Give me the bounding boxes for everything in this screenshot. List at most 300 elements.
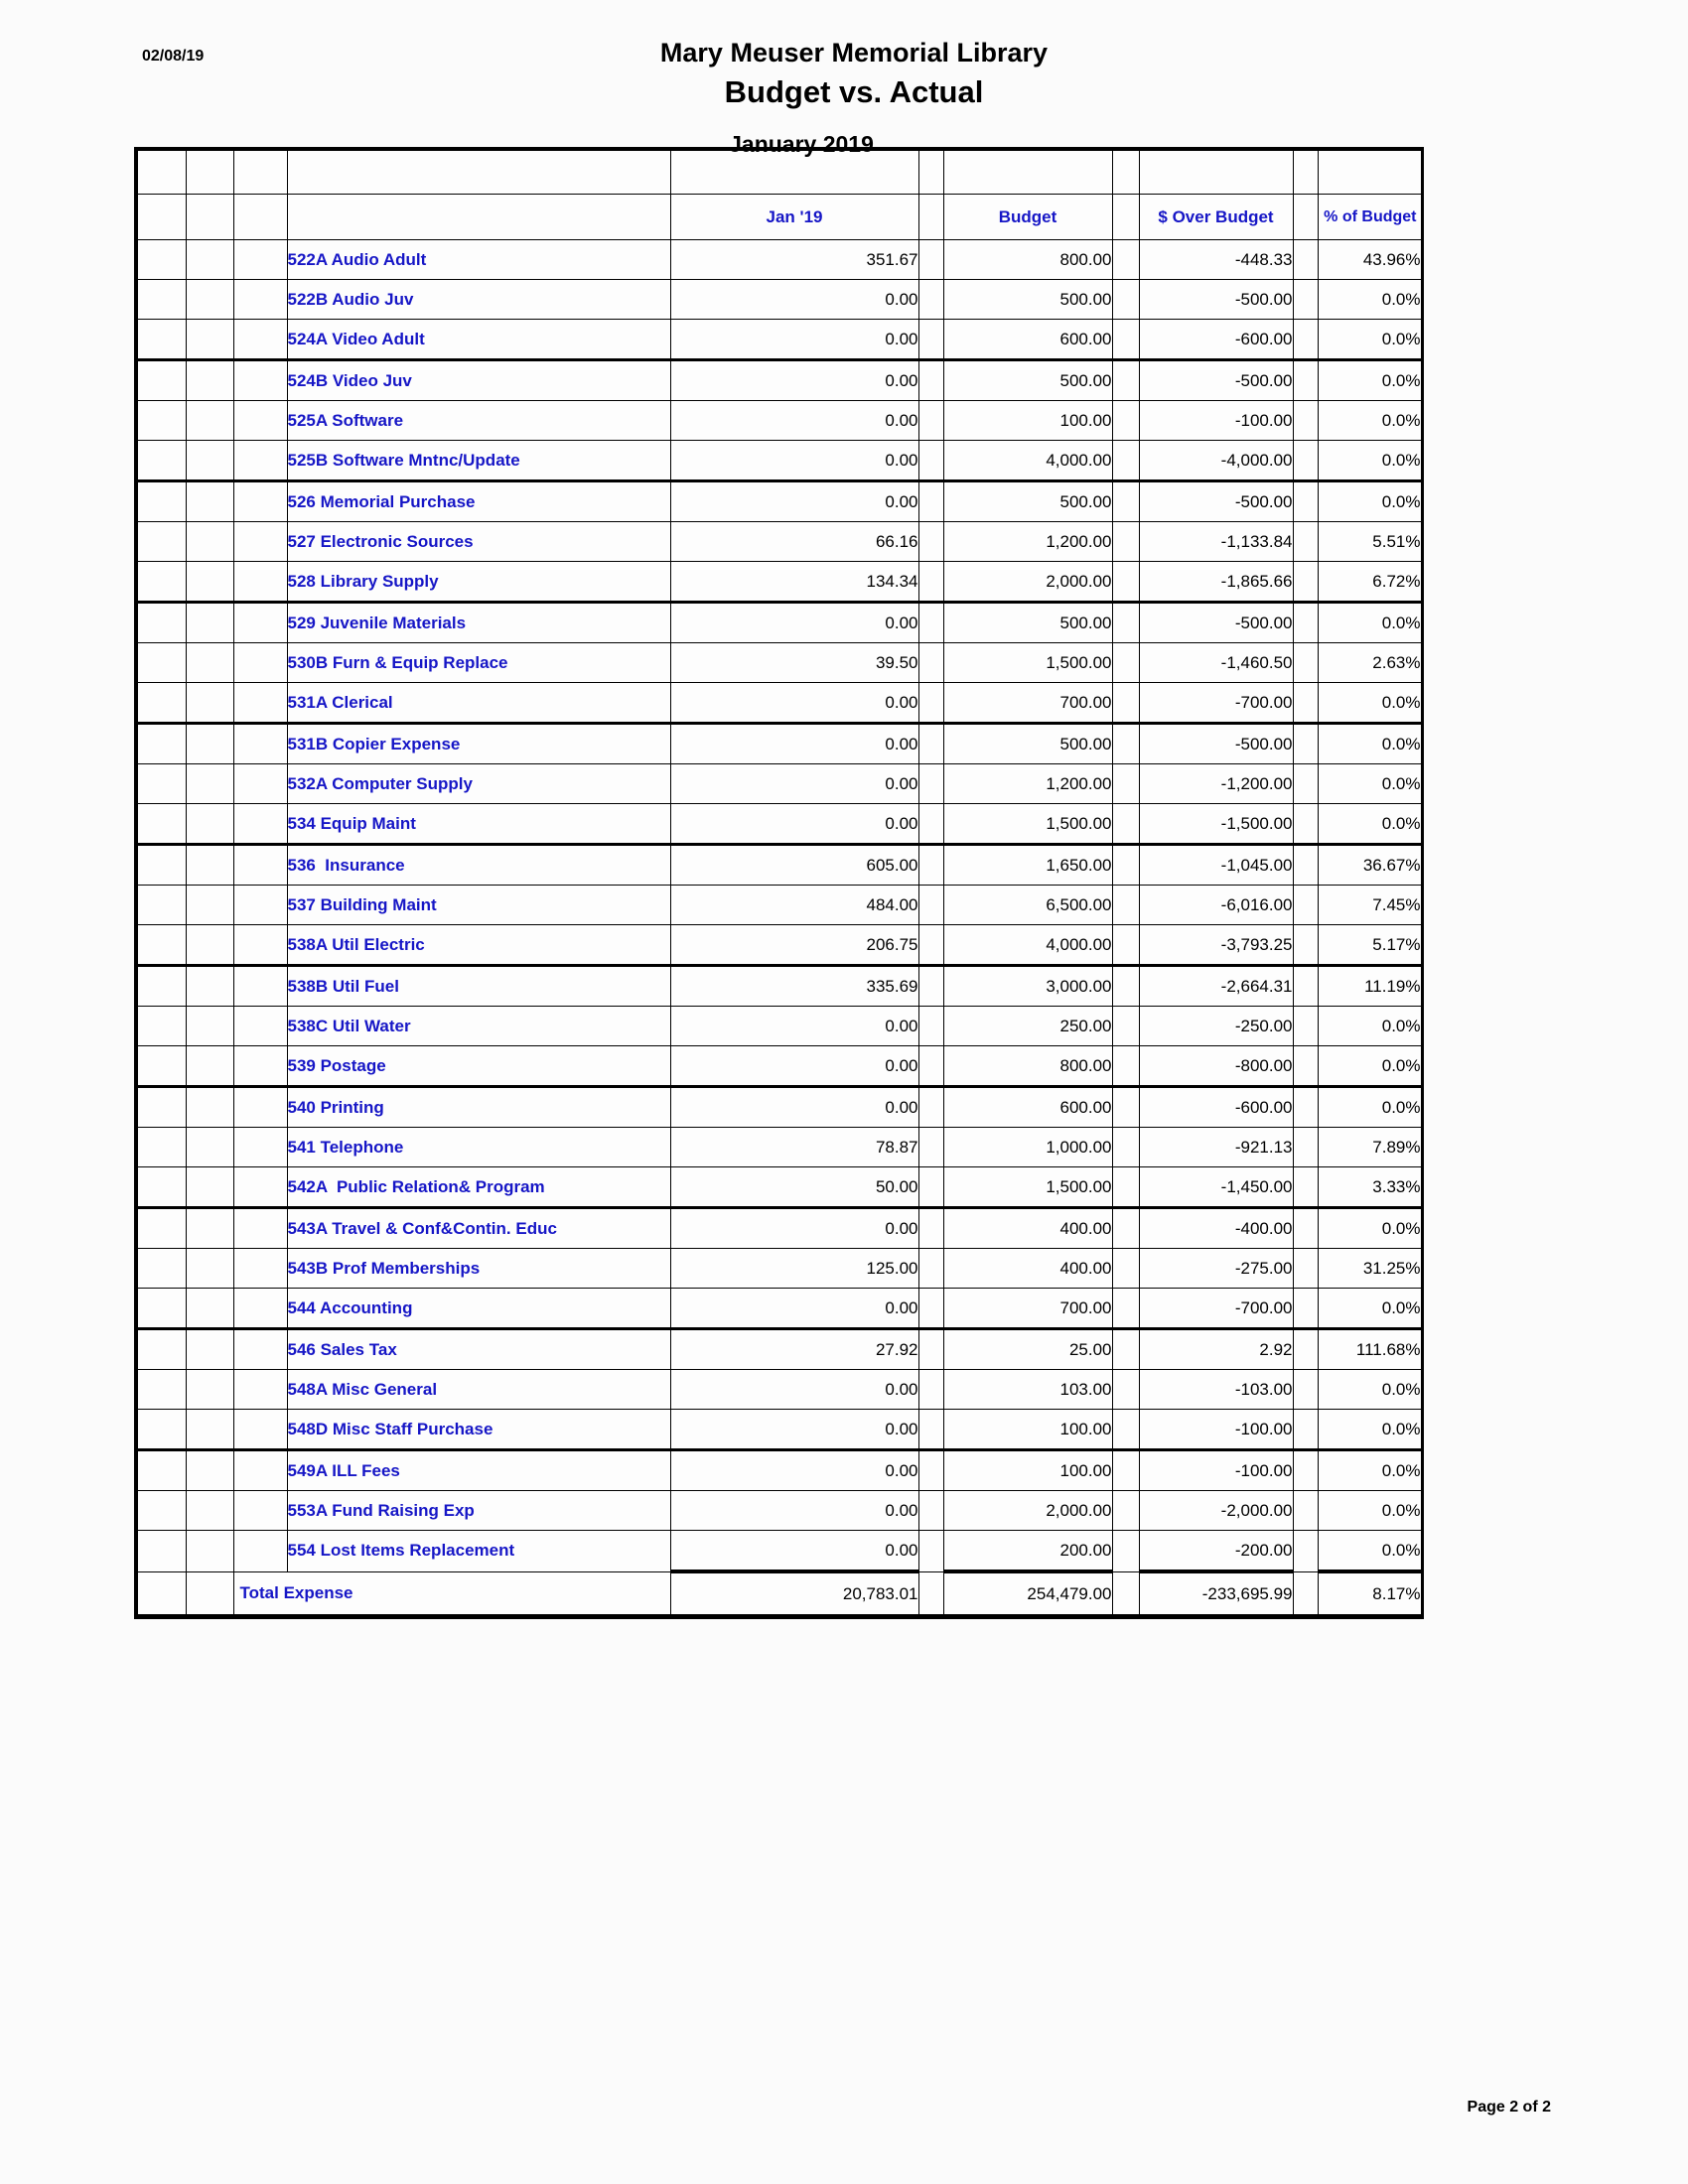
gap-cell: [1112, 401, 1139, 441]
empty-cell: [233, 1046, 287, 1087]
empty-cell: [186, 1289, 233, 1329]
empty-cell: [186, 1370, 233, 1410]
empty-cell: [186, 1167, 233, 1208]
over-budget-value-cell: -800.00: [1139, 1046, 1293, 1087]
table-row: [136, 562, 1422, 603]
table-row: [136, 1087, 1422, 1128]
empty-cell: [233, 360, 287, 401]
over-budget-value-cell: -100.00: [1139, 1450, 1293, 1491]
pct-value-cell: 7.89%: [1318, 1128, 1422, 1167]
empty-cell: [233, 401, 287, 441]
empty-cell: [233, 441, 287, 481]
gap-cell: [1112, 441, 1139, 481]
jan-value-cell: 66.16: [670, 522, 918, 562]
empty-cell: [136, 1046, 186, 1087]
gap-cell: [1112, 764, 1139, 804]
gap-cell: [918, 195, 943, 240]
empty-cell: [136, 724, 186, 764]
over-budget-value-cell: 2.92: [1139, 1329, 1293, 1370]
report-subtitle: Budget vs. Actual: [724, 74, 984, 109]
account-label-cell: 530B Furn & Equip Replace: [287, 643, 670, 683]
column-header-over-budget: $ Over Budget: [1139, 195, 1293, 240]
pct-value-cell: 3.33%: [1318, 1167, 1422, 1208]
empty-cell: [233, 1531, 287, 1572]
jan-value-cell: 0.00: [670, 1087, 918, 1128]
gap-cell: [1293, 1329, 1318, 1370]
pct-value-cell: 5.51%: [1318, 522, 1422, 562]
table-row: [136, 240, 1422, 280]
empty-cell: [136, 1167, 186, 1208]
gap-cell: [1112, 724, 1139, 764]
empty-cell: [186, 1208, 233, 1249]
empty-cell: [136, 1450, 186, 1491]
empty-cell: [233, 320, 287, 360]
gap-cell: [918, 1087, 943, 1128]
gap-cell: [918, 1531, 943, 1572]
over-budget-value-cell: -700.00: [1139, 1289, 1293, 1329]
report-title: Mary Meuser Memorial Library: [659, 38, 1049, 68]
gap-cell: [1293, 1370, 1318, 1410]
empty-cell: [233, 683, 287, 724]
gap-cell: [918, 280, 943, 320]
gap-cell: [918, 1491, 943, 1531]
account-label-cell: 539 Postage: [287, 1046, 670, 1087]
gap-cell: [1293, 320, 1318, 360]
gap-cell: [918, 1167, 943, 1208]
pct-value-cell: 0.0%: [1318, 1491, 1422, 1531]
gap-cell: [1112, 886, 1139, 925]
account-label-cell: 546 Sales Tax: [287, 1329, 670, 1370]
empty-cell: [233, 804, 287, 845]
empty-cell: [136, 149, 186, 195]
gap-cell: [1293, 562, 1318, 603]
gap-cell: [1293, 1208, 1318, 1249]
empty-cell: [136, 481, 186, 522]
total-budget-value-cell: 254,479.00: [943, 1571, 1112, 1617]
empty-cell: [136, 562, 186, 603]
gap-cell: [918, 562, 943, 603]
empty-cell: [136, 401, 186, 441]
gap-cell: [1293, 1410, 1318, 1450]
empty-cell: [136, 1370, 186, 1410]
account-label-cell: 526 Memorial Purchase: [287, 481, 670, 522]
account-label-cell: 548D Misc Staff Purchase: [287, 1410, 670, 1450]
empty-cell: [186, 966, 233, 1007]
gap-cell: [1293, 1167, 1318, 1208]
gap-cell: [1112, 1046, 1139, 1087]
gap-cell: [918, 441, 943, 481]
account-label-cell: 549A ILL Fees: [287, 1450, 670, 1491]
empty-cell: [186, 845, 233, 886]
over-budget-value-cell: -448.33: [1139, 240, 1293, 280]
table-row: [136, 1007, 1422, 1046]
empty-cell: [186, 925, 233, 966]
empty-cell: [136, 1531, 186, 1572]
empty-cell: [136, 1087, 186, 1128]
table-row: [136, 1046, 1422, 1087]
gap-cell: [1293, 1571, 1318, 1617]
over-budget-value-cell: -700.00: [1139, 683, 1293, 724]
empty-cell: [136, 1571, 186, 1617]
table-row: [136, 1208, 1422, 1249]
table-row: [136, 1128, 1422, 1167]
empty-cell: [136, 683, 186, 724]
account-label-cell: 525A Software: [287, 401, 670, 441]
gap-cell: [918, 683, 943, 724]
gap-cell: [1293, 280, 1318, 320]
pct-value-cell: 31.25%: [1318, 1249, 1422, 1289]
over-budget-value-cell: -200.00: [1139, 1531, 1293, 1572]
gap-cell: [1112, 562, 1139, 603]
report-date: 02/08/19: [142, 48, 205, 65]
gap-cell: [1293, 1128, 1318, 1167]
over-budget-value-cell: -1,450.00: [1139, 1167, 1293, 1208]
gap-cell: [1293, 1046, 1318, 1087]
budget-value-cell: 25.00: [943, 1329, 1112, 1370]
gap-cell: [1112, 643, 1139, 683]
table-row: [136, 1329, 1422, 1370]
pct-value-cell: 5.17%: [1318, 925, 1422, 966]
empty-cell: [233, 1208, 287, 1249]
empty-cell: [233, 1450, 287, 1491]
over-budget-value-cell: -1,133.84: [1139, 522, 1293, 562]
empty-cell: [186, 195, 233, 240]
account-label-cell: 538A Util Electric: [287, 925, 670, 966]
gap-cell: [918, 1571, 943, 1617]
gap-cell: [918, 886, 943, 925]
empty-cell: [287, 149, 670, 195]
account-label-cell: 531A Clerical: [287, 683, 670, 724]
over-budget-value-cell: -275.00: [1139, 1249, 1293, 1289]
over-budget-value-cell: -500.00: [1139, 280, 1293, 320]
gap-cell: [918, 1450, 943, 1491]
jan-value-cell: 134.34: [670, 562, 918, 603]
empty-cell: [136, 1491, 186, 1531]
gap-cell: [1293, 1531, 1318, 1572]
table-row: [136, 360, 1422, 401]
empty-cell: [186, 280, 233, 320]
budget-value-cell: 200.00: [943, 1531, 1112, 1572]
pct-value-cell: 0.0%: [1318, 280, 1422, 320]
gap-cell: [1112, 845, 1139, 886]
over-budget-value-cell: -1,500.00: [1139, 804, 1293, 845]
over-budget-value-cell: -6,016.00: [1139, 886, 1293, 925]
empty-cell: [136, 886, 186, 925]
empty-cell: [186, 320, 233, 360]
empty-cell: [136, 1007, 186, 1046]
table-row: [136, 925, 1422, 966]
budget-value-cell: 600.00: [943, 320, 1112, 360]
pct-value-cell: 7.45%: [1318, 886, 1422, 925]
gap-cell: [1112, 603, 1139, 643]
gap-cell: [1293, 481, 1318, 522]
gap-cell: [1112, 1208, 1139, 1249]
jan-value-cell: 605.00: [670, 845, 918, 886]
gap-cell: [1112, 1128, 1139, 1167]
budget-value-cell: 100.00: [943, 1410, 1112, 1450]
table-row: [136, 1167, 1422, 1208]
gap-cell: [918, 1370, 943, 1410]
gap-cell: [1112, 1087, 1139, 1128]
empty-cell: [233, 1249, 287, 1289]
empty-cell: [233, 643, 287, 683]
account-label-cell: 536 Insurance: [287, 845, 670, 886]
gap-cell: [1112, 966, 1139, 1007]
gap-cell: [918, 1249, 943, 1289]
gap-cell: [1293, 240, 1318, 280]
over-budget-value-cell: -600.00: [1139, 1087, 1293, 1128]
jan-value-cell: 0.00: [670, 481, 918, 522]
empty-cell: [1318, 149, 1422, 195]
empty-cell: [233, 481, 287, 522]
gap-cell: [1293, 195, 1318, 240]
gap-cell: [1293, 401, 1318, 441]
gap-cell: [1112, 240, 1139, 280]
gap-cell: [1112, 1531, 1139, 1572]
gap-cell: [1112, 925, 1139, 966]
table-row: [136, 1249, 1422, 1289]
over-budget-value-cell: -400.00: [1139, 1208, 1293, 1249]
jan-value-cell: 0.00: [670, 1531, 918, 1572]
empty-cell: [186, 1531, 233, 1572]
account-label-cell: 548A Misc General: [287, 1370, 670, 1410]
account-label-cell: 553A Fund Raising Exp: [287, 1491, 670, 1531]
budget-value-cell: 400.00: [943, 1208, 1112, 1249]
empty-cell: [136, 764, 186, 804]
jan-value-cell: 0.00: [670, 280, 918, 320]
over-budget-value-cell: -250.00: [1139, 1007, 1293, 1046]
jan-value-cell: 351.67: [670, 240, 918, 280]
pct-value-cell: 0.0%: [1318, 1531, 1422, 1572]
empty-cell: [233, 764, 287, 804]
gap-cell: [1293, 1007, 1318, 1046]
empty-cell: [186, 1249, 233, 1289]
empty-cell: [136, 522, 186, 562]
pct-value-cell: 0.0%: [1318, 401, 1422, 441]
budget-value-cell: 700.00: [943, 1289, 1112, 1329]
gap-cell: [1112, 1491, 1139, 1531]
gap-cell: [1112, 1249, 1139, 1289]
account-label-cell: 543B Prof Memberships: [287, 1249, 670, 1289]
gap-cell: [918, 1329, 943, 1370]
gap-cell: [1112, 804, 1139, 845]
empty-cell: [186, 683, 233, 724]
gap-cell: [1112, 1329, 1139, 1370]
gap-cell: [918, 481, 943, 522]
empty-cell: [186, 240, 233, 280]
pct-value-cell: 0.0%: [1318, 1370, 1422, 1410]
budget-value-cell: 500.00: [943, 280, 1112, 320]
account-label-cell: 524B Video Juv: [287, 360, 670, 401]
jan-value-cell: 0.00: [670, 764, 918, 804]
empty-cell: [136, 603, 186, 643]
empty-cell: [233, 195, 287, 240]
budget-value-cell: 800.00: [943, 240, 1112, 280]
budget-table-total: [136, 1571, 1422, 1617]
total-label-cell: Total Expense: [233, 1571, 670, 1617]
gap-cell: [1112, 1410, 1139, 1450]
pct-value-cell: 0.0%: [1318, 481, 1422, 522]
budget-value-cell: 500.00: [943, 603, 1112, 643]
empty-cell: [186, 804, 233, 845]
pct-value-cell: 0.0%: [1318, 1208, 1422, 1249]
empty-cell: [186, 1450, 233, 1491]
jan-value-cell: 0.00: [670, 441, 918, 481]
over-budget-value-cell: -921.13: [1139, 1128, 1293, 1167]
empty-cell: [233, 522, 287, 562]
account-label-cell: 544 Accounting: [287, 1289, 670, 1329]
gap-cell: [1293, 603, 1318, 643]
column-header-pct-of-budget: % of Budget: [1318, 195, 1422, 240]
empty-cell: [186, 441, 233, 481]
table-row: [136, 764, 1422, 804]
budget-value-cell: 250.00: [943, 1007, 1112, 1046]
account-label-cell: 522A Audio Adult: [287, 240, 670, 280]
table-row: [136, 1491, 1422, 1531]
gap-cell: [1112, 522, 1139, 562]
empty-cell: [186, 1410, 233, 1450]
gap-cell: [1293, 886, 1318, 925]
gap-cell: [1112, 1289, 1139, 1329]
gap-cell: [918, 360, 943, 401]
empty-cell: [943, 149, 1112, 195]
over-budget-value-cell: -4,000.00: [1139, 441, 1293, 481]
gap-cell: [1293, 643, 1318, 683]
total-pct-value-cell: 8.17%: [1318, 1571, 1422, 1617]
gap-cell: [1112, 1007, 1139, 1046]
gap-cell: [1112, 1167, 1139, 1208]
table-row: [136, 1289, 1422, 1329]
report-period: January 2019: [729, 131, 874, 157]
empty-cell: [186, 886, 233, 925]
jan-value-cell: 0.00: [670, 1208, 918, 1249]
empty-cell: [186, 1571, 233, 1617]
pct-value-cell: 111.68%: [1318, 1329, 1422, 1370]
column-header-budget: Budget: [943, 195, 1112, 240]
jan-value-cell: 125.00: [670, 1249, 918, 1289]
jan-value-cell: 0.00: [670, 401, 918, 441]
total-over-budget-value-cell: -233,695.99: [1139, 1571, 1293, 1617]
budget-value-cell: 700.00: [943, 683, 1112, 724]
budget-table-body: [136, 240, 1422, 1572]
gap-cell: [1293, 764, 1318, 804]
empty-cell: [136, 1128, 186, 1167]
pct-value-cell: 11.19%: [1318, 966, 1422, 1007]
table-row: [136, 1410, 1422, 1450]
gap-cell: [1112, 481, 1139, 522]
gap-cell: [1293, 522, 1318, 562]
jan-value-cell: 0.00: [670, 804, 918, 845]
jan-value-cell: 27.92: [670, 1329, 918, 1370]
table-row: [136, 1370, 1422, 1410]
gap-cell: [918, 1289, 943, 1329]
table-header: [136, 149, 1422, 240]
jan-value-cell: 0.00: [670, 1370, 918, 1410]
budget-value-cell: 1,500.00: [943, 643, 1112, 683]
table-row: [136, 643, 1422, 683]
account-label-cell: 554 Lost Items Replacement: [287, 1531, 670, 1572]
gap-cell: [1293, 845, 1318, 886]
empty-cell: [136, 280, 186, 320]
over-budget-value-cell: -1,865.66: [1139, 562, 1293, 603]
gap-cell: [918, 966, 943, 1007]
empty-cell: [233, 280, 287, 320]
table-row: [136, 683, 1422, 724]
gap-cell: [1293, 1491, 1318, 1531]
table-row: [136, 886, 1422, 925]
empty-cell: [233, 562, 287, 603]
empty-cell: [136, 643, 186, 683]
empty-cell: [233, 240, 287, 280]
jan-value-cell: 0.00: [670, 683, 918, 724]
pct-value-cell: 0.0%: [1318, 1450, 1422, 1491]
pct-value-cell: 0.0%: [1318, 360, 1422, 401]
account-label-cell: 534 Equip Maint: [287, 804, 670, 845]
account-label-cell: 537 Building Maint: [287, 886, 670, 925]
jan-value-cell: 0.00: [670, 1289, 918, 1329]
empty-cell: [136, 804, 186, 845]
over-budget-value-cell: -3,793.25: [1139, 925, 1293, 966]
total-jan-value-cell: 20,783.01: [670, 1571, 918, 1617]
gap-cell: [918, 1046, 943, 1087]
over-budget-value-cell: -500.00: [1139, 481, 1293, 522]
gap-cell: [1293, 683, 1318, 724]
empty-cell: [186, 1046, 233, 1087]
pct-value-cell: 0.0%: [1318, 1087, 1422, 1128]
gap-cell: [1293, 1450, 1318, 1491]
empty-cell: [233, 966, 287, 1007]
empty-cell: [1139, 149, 1293, 195]
table-row: [136, 401, 1422, 441]
empty-cell: [186, 1007, 233, 1046]
empty-cell: [136, 360, 186, 401]
empty-cell: [233, 1007, 287, 1046]
empty-cell: [186, 1491, 233, 1531]
jan-value-cell: 0.00: [670, 1450, 918, 1491]
budget-value-cell: 400.00: [943, 1249, 1112, 1289]
budget-value-cell: 100.00: [943, 1450, 1112, 1491]
budget-value-cell: 1,500.00: [943, 1167, 1112, 1208]
jan-value-cell: 335.69: [670, 966, 918, 1007]
budget-value-cell: 500.00: [943, 360, 1112, 401]
over-budget-value-cell: -100.00: [1139, 401, 1293, 441]
table-row: [136, 1531, 1422, 1572]
account-label-cell: 543A Travel & Conf&Contin. Educ: [287, 1208, 670, 1249]
gap-cell: [1112, 1571, 1139, 1617]
over-budget-value-cell: -500.00: [1139, 360, 1293, 401]
jan-value-cell: 0.00: [670, 320, 918, 360]
account-label-cell: 527 Electronic Sources: [287, 522, 670, 562]
budget-value-cell: 100.00: [943, 401, 1112, 441]
gap-cell: [918, 764, 943, 804]
budget-value-cell: 1,500.00: [943, 804, 1112, 845]
jan-value-cell: 0.00: [670, 1491, 918, 1531]
total-row: [136, 1571, 1422, 1617]
jan-value-cell: 78.87: [670, 1128, 918, 1167]
empty-cell: [186, 724, 233, 764]
empty-cell: [1293, 149, 1318, 195]
jan-value-cell: 0.00: [670, 603, 918, 643]
empty-cell: [186, 603, 233, 643]
budget-value-cell: 1,200.00: [943, 764, 1112, 804]
account-label-cell: 522B Audio Juv: [287, 280, 670, 320]
pct-value-cell: 6.72%: [1318, 562, 1422, 603]
pct-value-cell: 0.0%: [1318, 1007, 1422, 1046]
gap-cell: [1293, 966, 1318, 1007]
budget-value-cell: 2,000.00: [943, 562, 1112, 603]
budget-value-cell: 1,000.00: [943, 1128, 1112, 1167]
table-row: [136, 522, 1422, 562]
